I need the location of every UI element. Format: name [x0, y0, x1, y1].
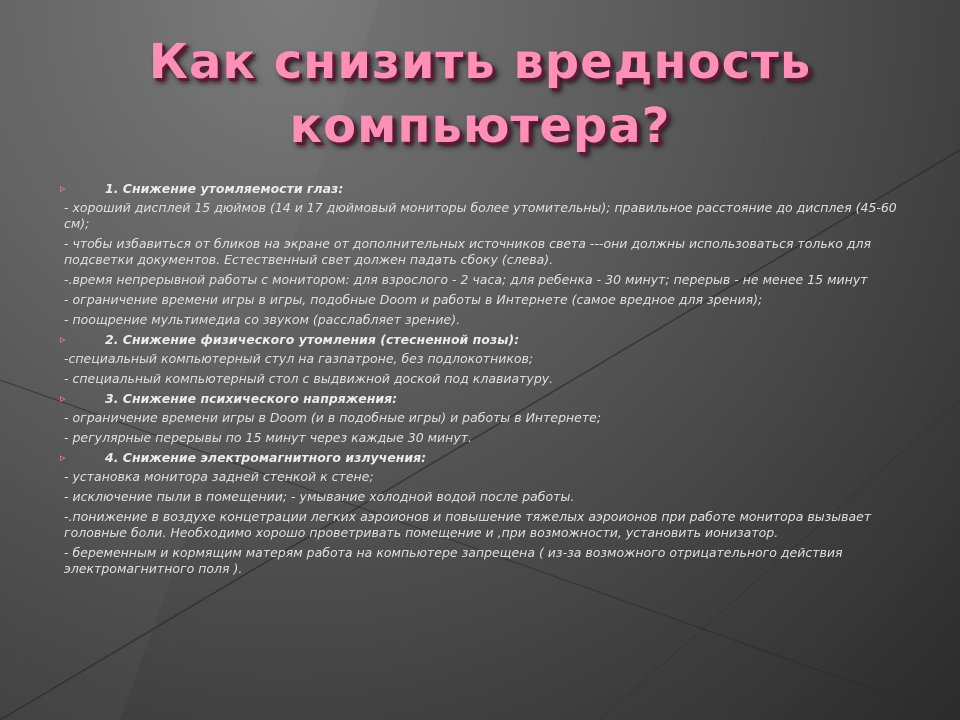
title-line: компьютера?	[289, 98, 671, 154]
list-item: - поощрение мультимедиа со звуком (расслабляет зрение).	[64, 312, 461, 327]
list-item: -.понижение в воздухе концетрации легких аэроионов и повышение тяжелых аэроионов при работе монитора вызывает головные боли. Необходимо хорошо проветривать помещение и ,при возможности, установить ионизатор.	[64, 509, 872, 540]
section-heading-text: 4. Снижение электромагнитного излучения:	[105, 450, 427, 465]
section-heading	[60, 332, 910, 348]
section-heading	[60, 391, 910, 407]
list-item: - ограничение времени игры в Doom (и в подобные игры) и работы в Интернете;	[64, 410, 602, 425]
small-triangle-arrow-icon: ▹	[60, 451, 66, 464]
list-item: - хороший дисплей 15 дюймов (14 и 17 дюймовый мониторы более утомительны); правильное расстояние до дисплея (45-60 см);	[64, 200, 897, 231]
list-item: -специальный компьютерный стул на газпатроне, без подлокотников;	[64, 351, 534, 366]
section-heading-text: 3. Снижение психического напряжения:	[105, 391, 398, 406]
list-item: - исключение пыли в помещении; - умывание холодной водой после работы.	[64, 489, 575, 504]
slide-title	[0, 30, 960, 158]
list-item: - установка монитора задней стенкой к стене;	[64, 469, 374, 484]
list-item: - регулярные перерывы по 15 минут через каждые 30 минут.	[64, 430, 473, 445]
list-item: - беременным и кормящим матерям работа на компьютере запрещена ( из-за возможного отрицательного действия электромагнитного поля ).	[64, 545, 843, 576]
list-item: - чтобы избавиться от бликов на экране от дополнительных источников света ---они должны использоваться только для подсветки документов. Естественный свет должен падать сбоку (слева).	[64, 236, 872, 267]
small-triangle-arrow-icon: ▹	[60, 333, 66, 346]
list-item: -.время непрерывной работы с монитором: для взрослого - 2 часа; для ребенка - 30 минут; перерыв - не менее 15 минут	[64, 272, 868, 287]
list-item: - ограничение времени игры в игры, подобные Doom и работы в Интернете (самое вредное для зрения);	[64, 292, 763, 307]
section-heading	[60, 450, 910, 466]
title-line: Как снизить вредность	[148, 34, 812, 90]
list-item: - специальный компьютерный стол с выдвижной доской под клавиатуру.	[64, 371, 554, 386]
section-heading-text: 2. Снижение физического утомления (стесненной позы):	[105, 332, 520, 347]
section-heading	[60, 181, 910, 197]
small-triangle-arrow-icon: ▹	[60, 182, 66, 195]
slide-body	[60, 181, 910, 581]
section-heading-text: 1. Снижение утомляемости глаз:	[105, 181, 344, 196]
small-triangle-arrow-icon: ▹	[60, 392, 66, 405]
